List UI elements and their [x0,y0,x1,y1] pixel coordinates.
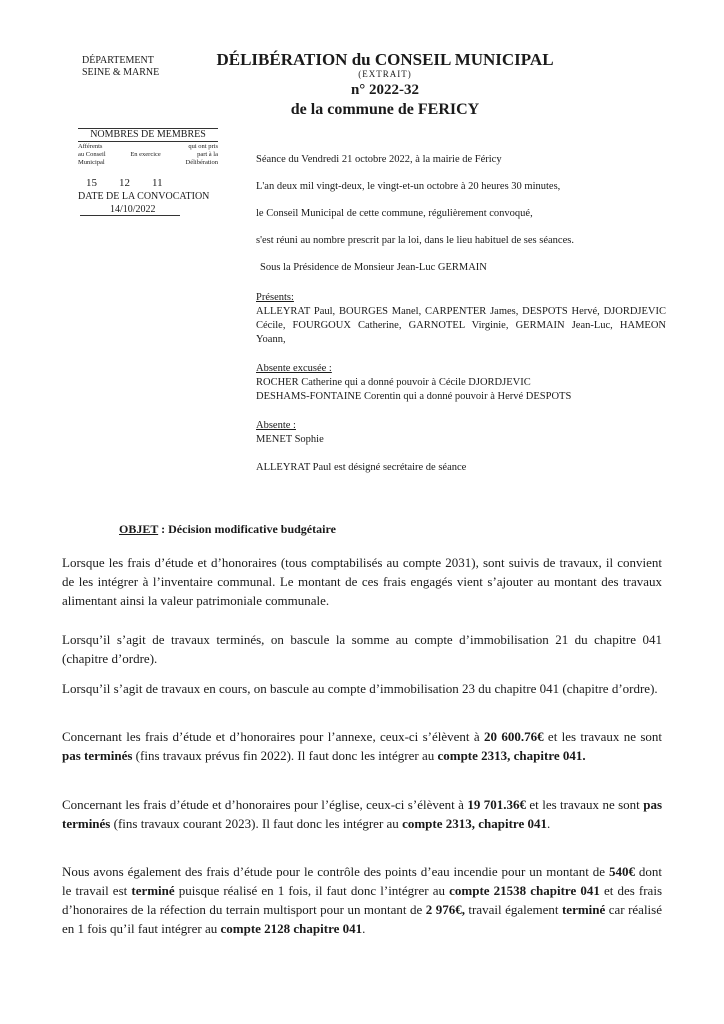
p6-status-1: terminé [131,883,175,898]
p6-text-6: car réalisé en 1 fois qu’il faut intégrer au [62,902,663,936]
p6-text-7: . [362,921,366,936]
p5-text-1: Concernant les frais d’étude et d’honoraires pour l’église, ceux-ci s’élèvent à [62,797,468,812]
objet-heading [119,522,336,537]
count-exercice: 12 [119,177,130,189]
department-block [82,55,159,79]
p6-amount-1: 540€ [608,864,635,879]
objet-label: OBJET [119,522,159,536]
p6-text-2: dont le travail est [62,864,662,898]
p5-text-4: . [546,816,551,831]
col1-line2: au Conseil [78,151,106,158]
p4-account: compte 2313, chapitre 041. [437,748,586,763]
p4-text-3: (fins travaux prévus fin 2022). Il faut donc les intégrer au [132,748,438,763]
col1-line1: Afférents [78,143,103,150]
p6-text-5: travail également [464,902,562,917]
department-name: SEINE & MARNE [82,67,160,78]
p6-status-2: terminé [561,902,606,917]
p4-status: pas terminés [62,748,133,763]
p6-amount-2: 2 976€, [425,902,465,917]
p5-amount: 19 701.36€ [467,797,526,812]
paragraph-1: Lorsque les frais d’étude et d’honoraires (tous comptabilisés au compte 2031), sont suivis de travaux, il convient de les intégrer à l’inventaire communal. Le montant de ces frais engagés vient s’ajouter au montant des travaux alimentant ainsi la valeur patrimoniale communale. [62,555,662,608]
members-heading: NOMBRES DE MEMBRES [78,128,218,142]
members-col-afferents [78,143,106,167]
p6-text-1: Nous avons également des frais d’étude pour le contrôle des points d’eau incendie pour un montant de [62,864,609,879]
excused-block [256,362,666,404]
excused-label: Absente excusée : [256,363,332,374]
convocation-date: 14/10/2022 [80,204,180,216]
members-col-exercice [130,143,161,167]
session-line-5: Sous la Présidence de Monsieur Jean-Luc GERMAIN [260,262,487,273]
document-subtitle: (EXTRAIT) [358,69,412,79]
p4-text-2: et les travaux ne sont [543,729,663,744]
document-title: DÉLIBÉRATION du CONSEIL MUNICIPAL [216,50,554,69]
p4-amount: 20 600.76€ [484,729,544,744]
absent-label: Absente : [256,420,296,431]
col3-line1: qui ont pris [188,143,218,150]
session-line-1: Séance du Vendredi 21 octobre 2022, à la mairie de Féricy [256,154,502,165]
col3-line3: Délibération [185,159,218,166]
department-label: DÉPARTEMENT [82,55,154,66]
session-line-2: L'an deux mil vingt-deux, le vingt-et-un octobre à 20 heures 30 minutes, [256,181,561,192]
paragraph-2: Lorsqu’il s’agit de travaux terminés, on bascule la somme au compte d’immobilisation 21 du chapitre 041 (chapitre d’ordre). [62,632,662,666]
convocation-date-line [78,204,218,215]
excused-line-2: DESHAMS-FONTAINE Corentin qui a donné pouvoir à Hervé DESPOTS [256,391,572,402]
session-line-4: s'est réuni au nombre prescrit par la loi, dans le lieu habituel de ses séances. [256,235,574,246]
col2-line2: En exercice [130,151,161,158]
members-counts [78,177,218,189]
members-box [78,128,218,215]
deliberation-number: n° 2022-32 [350,82,420,98]
p5-text-3: (fins travaux courant 2023). Il faut donc les intégrer au [110,816,403,831]
absent-list: MENET Sophie [256,434,324,445]
paragraph-3: Lorsqu’il s’agit de travaux en cours, on bascule au compte d’immobilisation 23 du chapitre 041 (chapitre d’ordre). [62,681,658,696]
presents-block [256,291,666,347]
p5-account: compte 2313, chapitre 041 [402,816,547,831]
absent-block [256,419,666,447]
p4-text-1: Concernant les frais d’étude et d’honoraires pour l’annexe, ceux-ci s’élèvent à [62,729,484,744]
col3-line2: part à la [197,151,218,158]
paragraph-6 [62,862,662,938]
col2-line1 [130,143,161,151]
paragraph-4 [62,727,662,765]
col1-line3: Municipal [78,159,105,166]
members-columns [78,143,218,167]
secretary-line: ALLEYRAT Paul est désigné secrétaire de séance [256,462,467,473]
excused-line-1: ROCHER Catherine qui a donné pouvoir à Cécile DJORDJEVIC [256,377,531,388]
p6-account-2: compte 2128 chapitre 041 [220,921,363,936]
count-afferents: 15 [86,177,97,189]
session-line-3: le Conseil Municipal de cette commune, régulièrement convoqué, [256,208,533,219]
objet-text: : Décision modificative budgétaire [158,522,336,536]
count-votants: 11 [152,177,163,189]
p6-text-3: puisque réalisé en 1 fois, il faut donc l’intégrer au [174,883,450,898]
convocation-label: DATE DE LA CONVOCATION [78,191,210,202]
p6-text-4: et des frais d’honoraires de la réfection du terrain multisport pour un montant de [62,883,662,917]
p5-status: pas terminés [62,797,663,831]
commune-name: de la commune de FERICY [290,101,480,118]
paragraph-5 [62,795,662,833]
presents-label: Présents: [256,292,294,303]
presents-list: ALLEYRAT Paul, BOURGES Manel, CARPENTER James, DESPOTS Hervé, DJORDJEVIC Cécile, FOURGOUX Catherine, GARNOTEL Virginie, GERMAIN Jean-Luc, HAMEON Yoann, [256,306,666,345]
members-col-deliberation [186,143,219,167]
p5-text-2: et les travaux ne sont [526,797,644,812]
p6-account-1: compte 21538 chapitre 041 [449,883,600,898]
